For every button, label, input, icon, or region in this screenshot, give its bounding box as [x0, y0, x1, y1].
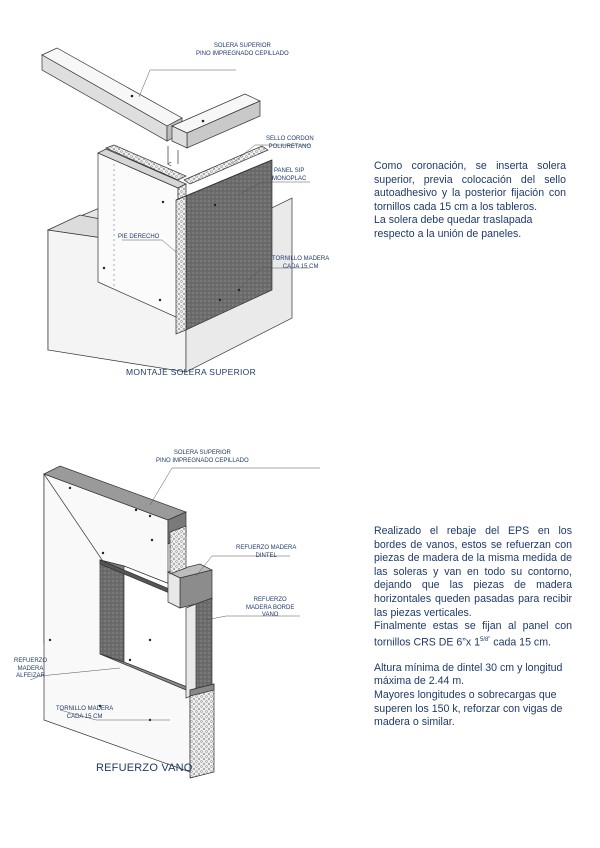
label-sello-cordon	[266, 136, 314, 151]
label-line: CADA 15 CM	[282, 263, 319, 270]
label-line: SOLERA SUPERIOR	[213, 43, 271, 49]
label-pie-derecho	[118, 234, 159, 242]
paragraph: Realizado el rebaje del EPS en los bordes de vanos, estos se refuerzan con piezas de madera de la misma medida de las soleras y van en todo su contorno, dejando que las piezas de madera horizontales queden pasadas para recibir las piezas verticales.	[374, 525, 572, 619]
label-refuerzo-dintel	[236, 545, 296, 560]
label-line: SELLO CORDON	[266, 136, 314, 142]
label-line: ALFEIZAR	[16, 673, 45, 679]
label-panel-sip	[272, 168, 306, 183]
label-line: MADERA BORDE	[246, 604, 295, 611]
label-tornillo	[272, 256, 329, 271]
paragraph: La solera debe quedar traslapada respecto a la unión de paneles.	[374, 214, 533, 240]
label-line: TORNILLO MADERA	[56, 706, 114, 712]
label-line: DINTEL	[255, 552, 277, 559]
text-span: cada 15 cm.	[493, 636, 551, 649]
label-refuerzo-alfeizar	[14, 658, 47, 681]
note-dintel: Altura mínima de dintel 30 cm y longitud máxima de 2.44 m.	[374, 661, 563, 688]
spacer	[374, 650, 572, 662]
text-refuerzo	[374, 525, 572, 730]
lower-block	[190, 684, 214, 778]
caption-refuerzo-vano: REFUERZO VANO	[96, 762, 193, 774]
label-line: CADA 15 CM	[66, 713, 103, 720]
label-solera-superior-2	[156, 450, 249, 465]
label-solera-superior	[196, 43, 289, 58]
label-line: TORNILLO MADERA	[272, 256, 330, 262]
note-longitudes: Mayores longitudes o sobrecargas que superen los 150 k, reforzar con vigas de madera o similar.	[374, 689, 563, 729]
label-line: SOLERA SUPERIOR	[173, 450, 231, 456]
label-line: MADERA	[17, 665, 44, 672]
edge-reinforcement	[186, 598, 212, 698]
paragraph-fijacion	[374, 620, 572, 650]
label-line: REFUERZO	[253, 597, 287, 603]
label-line: REFUERZO	[14, 658, 47, 664]
dintel-block	[168, 526, 212, 608]
text-montaje	[374, 160, 566, 242]
label-line: POLIURETANO	[268, 143, 312, 150]
top-plate	[42, 48, 260, 164]
label-line: PIE DERECHO	[118, 234, 160, 240]
caption-montaje: MONTAJE SOLERA SUPERIOR	[126, 367, 257, 377]
paragraph: Como coronación, se inserta solera superior, previa colocación del sello autoadhesivo y la posterior fijación con tornillos cada 15 cm a los tableros.	[374, 160, 566, 213]
label-refuerzo-borde	[246, 597, 294, 620]
diagram-solera-superior	[42, 48, 310, 372]
superscript: 5/8”	[479, 636, 491, 643]
label-line: PINO IMPREGNADO CEPILLADO	[156, 457, 249, 464]
label-line: PINO IMPREGNADO CEPILLADO	[196, 50, 289, 57]
label-line: REFUERZO MADERA	[236, 545, 297, 551]
label-line: PANEL SIP	[273, 168, 305, 174]
label-tornillo-2	[56, 706, 113, 721]
label-line: VANO	[261, 612, 279, 618]
label-line: MONOPLAC	[272, 175, 307, 182]
text-span: Finalmente estas se fijan al panel con tornillos CRS DE 6”x 1	[374, 620, 572, 649]
diagram-refuerzo-vano	[30, 466, 320, 778]
